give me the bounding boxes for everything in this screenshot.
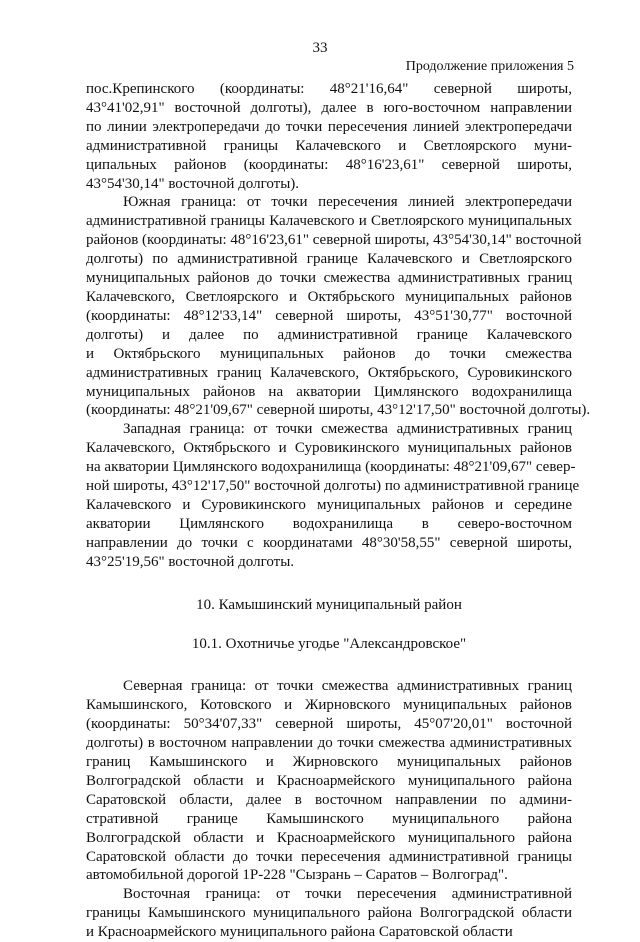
- text-line: Волгоградской области и Красноармейского муниципального района: [86, 772, 572, 789]
- text-line: административной границы Калачевского и Светлоярского муниципальных: [86, 213, 572, 230]
- text-line: долготы) по административной границе Калачевского и Светлоярского: [86, 251, 572, 268]
- text-line: (координаты: 50°34'07,33" северной широты, 45°07'20,01" восточной: [86, 716, 572, 733]
- text-line: 43°54'30,14" восточной долготы).: [86, 175, 300, 192]
- text-line: Северная граница: от точки смежества административных границ: [123, 678, 572, 695]
- text-line: Восточная граница: от точки пересечения административной: [123, 886, 572, 903]
- text-line: акватории Цимлянского водохранилища в северо-восточном: [86, 515, 572, 532]
- text-line: автомобильной дорогой 1Р-228 "Сызрань – Саратов – Волгоград".: [86, 867, 508, 884]
- text-line: (координаты: 48°12'33,14" северной широты, 43°51'30,77" восточной: [86, 307, 572, 324]
- text-line: Саратовской области, далее в восточном направлении по админи-: [86, 791, 572, 808]
- text-line: 43°25'19,56" восточной долготы.: [86, 553, 295, 570]
- text-line: пос.Крепинского (координаты: 48°21'16,64" северной широты,: [86, 81, 572, 97]
- text-line: долготы) и далее по административной границе Калачевского: [86, 326, 572, 343]
- paragraph: [86, 885, 572, 942]
- text-line: Калачевского и Суровикинского муниципальных районов и середине: [86, 496, 572, 513]
- text-line: 43°41'02,91" восточной долготы), далее в юго-восточном направлении: [86, 99, 572, 116]
- text-line: административных границ Калачевского, Октябрьского, Суровикинского: [86, 364, 572, 381]
- text-line: по линии электропередачи до точки пересечения линией электропередачи: [86, 118, 572, 135]
- paragraph: [86, 677, 572, 885]
- text-line: на акватории Цимлянского водохранилища (координаты: 48°21'09,67" север-: [86, 459, 576, 476]
- text-line: муниципальных районов на акватории Цимлянского водохранилища: [86, 383, 572, 400]
- section-heading: 10. Камышинский муниципальный район: [196, 596, 462, 613]
- text-line: административной границы Калачевского и Светлоярского муни-: [86, 137, 572, 154]
- text-line: районов (координаты: 48°16'23,61" северной широты, 43°54'30,14" восточной: [86, 232, 582, 249]
- text-line: Калачевского, Октябрьского и Суровикинского муниципальных районов: [86, 440, 572, 457]
- text-line: Калачевского, Светлоярского и Октябрьского муниципальных районов: [86, 288, 572, 305]
- paragraph: [86, 193, 591, 420]
- text-line: стративной границе Камышинского муниципального района: [86, 810, 572, 827]
- text-line: направлении до точки с координатами 48°30'58,55" северной широты,: [86, 534, 572, 551]
- text-line: Западная граница: от точки смежества административных границ: [123, 421, 572, 438]
- document-body: [86, 80, 591, 942]
- paragraph-group-1: [86, 80, 591, 572]
- subsection-heading: 10.1. Охотничье угодье "Александровское": [191, 636, 467, 653]
- paragraph: [86, 80, 572, 193]
- text-line: ципальных районов (координаты: 48°16'23,61" северной широты,: [86, 156, 572, 173]
- text-line: Южная граница: от точки пересечения линией электропередачи: [123, 194, 572, 211]
- text-line: (координаты: 48°21'09,67" северной широты, 43°12'17,50" восточной долготы).: [86, 402, 591, 419]
- text-line: и Красноармейского муниципального района Саратовской области: [86, 924, 513, 941]
- paragraph: [86, 420, 580, 571]
- text-line: муниципальных районов до точки смежества административных границ: [86, 270, 572, 287]
- text-line: долготы) в восточном направлении до точки смежества административных: [86, 735, 572, 752]
- appendix-continuation-note: Продолжение приложения 5: [405, 59, 574, 74]
- text-line: ной широты, 43°12'17,50" восточной долготы) по административной границе: [86, 478, 580, 495]
- text-line: Камышинского, Котовского и Жирновского муниципальных районов: [86, 697, 572, 714]
- text-line: границ Камышинского и Жирновского муниципальных районов: [86, 754, 572, 770]
- text-line: Саратовской области до точки пересечения административной границы: [86, 848, 572, 865]
- text-line: Волгоградской области и Красноармейского муниципального района: [86, 829, 572, 846]
- text-line: и Октябрьского муниципальных районов до точки смежества: [86, 345, 572, 362]
- paragraph-group-2: [86, 677, 572, 942]
- text-line: границы Камышинского муниципального района Волгоградской области: [86, 905, 572, 922]
- page-number: 33: [312, 40, 328, 56]
